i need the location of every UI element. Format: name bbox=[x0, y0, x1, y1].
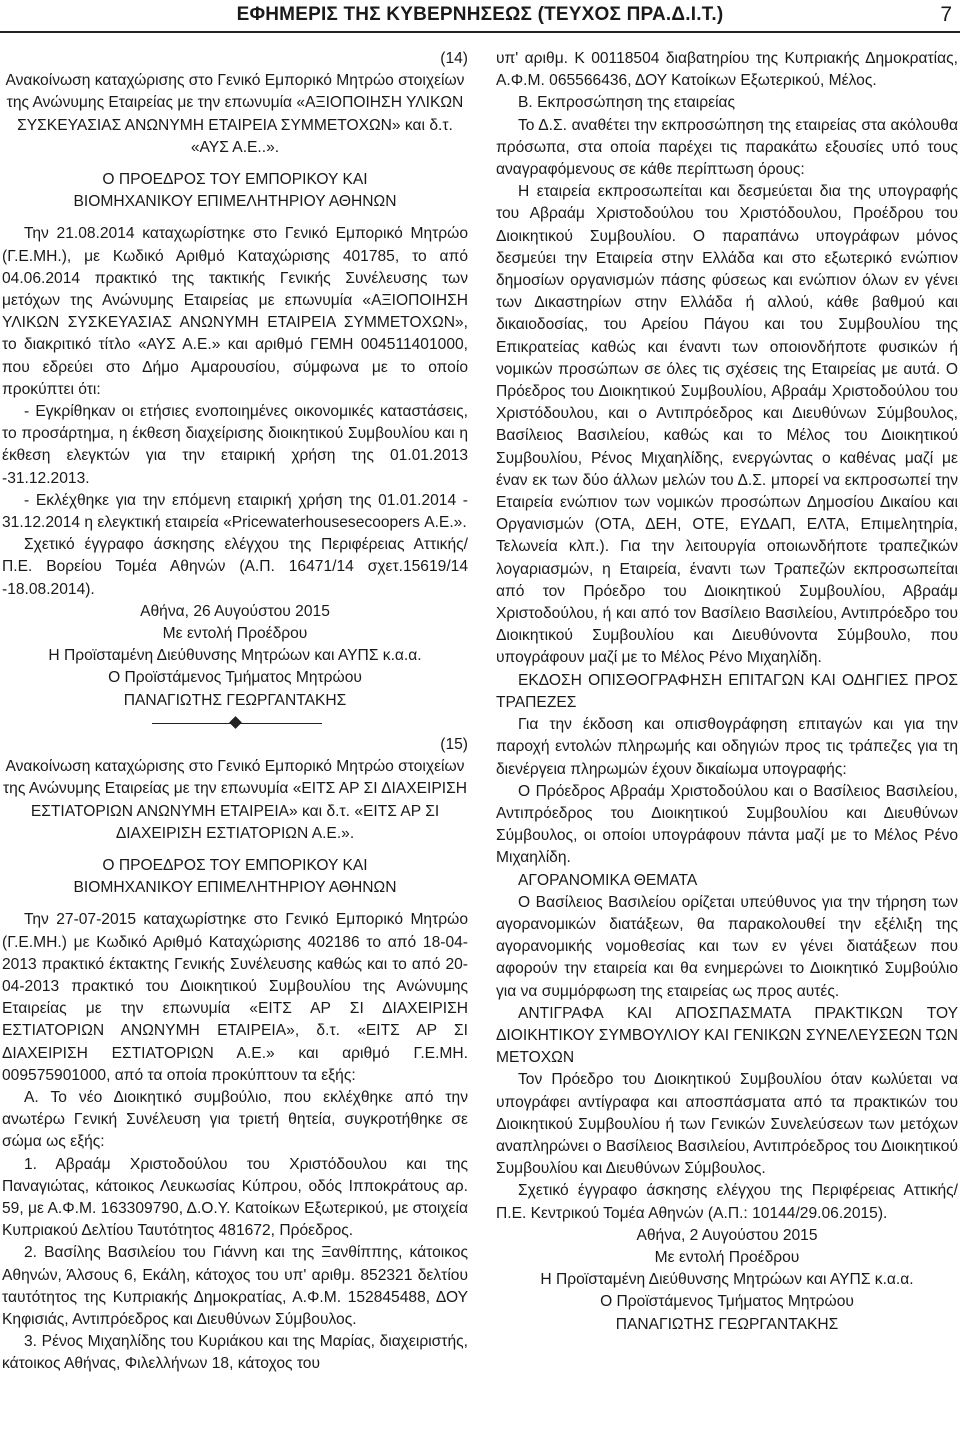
notice-15-related-document: Σχετικό έγγραφο άσκησης ελέγχου της Περιφέρειας Αττικής/Π.Ε. Κεντρικού Τομέα Αθηνών (Α.Π.: 10144/29.06.2015). bbox=[496, 1182, 958, 1222]
notice-15-authority-line-1: Ο ΠΡΟΕΔΡΟΣ ΤΟΥ ΕΜΠΟΡΙΚΟΥ ΚΑΙ bbox=[102, 856, 368, 874]
notice-15-intro: Ανακοίνωση καταχώρισης στο Γενικό Εμπορικό Μητρώο στοιχείων της Ανώνυμης Εταιρείας με την επωνυμία «ΕΙΤΣ ΑΡ ΣΙ ΔΙΑΧΕΙΡΙΣΗ ΕΣΤΙΑΤΟΡΙΩΝ ΑΝΩΝΥΜΗ ΕΤΑΙΡΕΙΑ» και δ.τ. «ΕΙΤΣ ΑΡ ΣΙ ΔΙΑΧΕΙΡΙΣΗ ΕΣΤΙΑΤΟΡΙΩΝ Α.Ε.». bbox=[3, 758, 467, 842]
notice-15-heading-market: ΑΓΟΡΑΝΟΜΙΚΑ ΘΕΜΑΤΑ bbox=[518, 871, 698, 889]
notice-14-signature-line-3: Ο Προϊστάμενος Τμήματος Μητρώου bbox=[108, 669, 362, 687]
notice-15-copies-1: Τον Πρόεδρο του Διοικητικού Συμβουλίου όταν κωλύεται να υπογράφει αντίγραφα και αποσπάσματα από τα πρακτικών του Διοικητικού Συμβουλίου ή των Γενικών Συνελεύσεων των μετόχων αναπληρώνει ο Βασίλειος Βασιλείου, Αντιπρόεδρος του Διοικητικού Συμβουλίου και Διευθύνων Σύμβουλος. bbox=[496, 1071, 958, 1178]
notice-14-number: (14) bbox=[440, 50, 468, 67]
notice-14-intro: Ανακοίνωση καταχώρισης στο Γενικό Εμπορικό Μητρώο στοιχείων της Ανώνυμης Εταιρείας με την επωνυμία «ΑΞΙΟΠΟΙΗΣΗ ΥΛΙΚΩΝ ΣΥΣΚΕΥΑΣΙΑΣ ΑΝΩΝΥΜΗ ΕΤΑΙΡΕΙΑ ΣΥΜΜΕΤΟΧΩΝ» και δ.τ. «ΑΥΣ Α.Ε..». bbox=[5, 72, 465, 156]
notice-14-authority-line-1: Ο ΠΡΟΕΔΡΟΣ ΤΟΥ ΕΜΠΟΡΙΚΟΥ ΚΑΙ bbox=[102, 171, 368, 189]
notice-14-signature-line-2: Η Προϊσταμένη Διεύθυνσης Μητρώων και ΑΥΠΣ κ.α.α. bbox=[48, 647, 422, 665]
notice-15-date: Αθήνα, 2 Αυγούστου 2015 bbox=[636, 1226, 818, 1244]
notice-15-cheques-2: Ο Πρόεδρος Αβραάμ Χριστοδούλου και ο Βασίλειος Βασιλείου, Αντιπρόεδρος του Διοικητικού Συμβουλίου και Διευθύνων Σύμβουλος, οι οποίοι υπογράφουν πάντα μαζί με το Μέλος Ρένο Μιχαηλίδη. bbox=[496, 782, 958, 867]
notice-14-signature-line-1: Με εντολή Προέδρου bbox=[162, 625, 308, 643]
notice-15-heading-copies: ΑΝΤΙΓΡΑΦΑ ΚΑΙ ΑΠΟΣΠΑΣΜΑΤΑ ΠΡΑΚΤΙΚΩΝ ΤΟΥ ΔΙΟΙΚΗΤΙΚΟΥ ΣΥΜΒΟΥΛΙΟΥ ΚΑΙ ΓΕΝΙΚΩΝ ΣΥΝΕΛΕΥΣΕΩΝ ΤΩΝ ΜΕΤΟΧΩΝ bbox=[496, 1004, 958, 1067]
page-header bbox=[0, 0, 960, 32]
left-column bbox=[2, 48, 468, 1376]
notice-14-signatory-name: ΠΑΝΑΓΙΩΤΗΣ ΓΕΩΡΓΑΝΤΑΚΗΣ bbox=[123, 691, 347, 709]
notice-14-item-2: - Εκλέχθηκε για την επόμενη εταιρική χρήση της 01.01.2014 - 31.12.2014 η ελεγκτική εταιρεία «Pricewaterhousesecoopers Α.Ε.». bbox=[2, 491, 468, 532]
notice-15-body: Την 27-07-2015 καταχωρίστηκε στο Γενικό Εμπορικό Μητρώο (Γ.Ε.ΜΗ.) με Κωδικό Αριθμό Καταχώρισης 402186 το από 18-04-2013 πρακτικό έκτακτης Γενικής Συνέλευσης καθώς και το από 20-04-2013 πρακτικό του Διοικητικού Συμβουλίου της Ανώνυμης Εταιρείας με την επωνυμία «ΕΙΤΣ ΑΡ ΣΙ ΔΙΑΧΕΙΡΙΣΗ ΕΣΤΙΑΤΟΡΙΩΝ ΑΝΩΝΥΜΗ ΕΤΑΙΡΕΙΑ», δ.τ. «ΕΙΤΣ ΑΡ ΣΙ ΔΙΑΧΕΙΡΙΣΗ ΕΣΤΙΑΤΟΡΙΩΝ Α.Ε.» και αριθμό Γ.Ε.ΜΗ. 009575901000, από τα οποία προκύπτουν τα εξής: bbox=[2, 911, 468, 1084]
notice-15-signature-line-2: Η Προϊσταμένη Διεύθυνσης Μητρώων και ΑΥΠΣ κ.α.α. bbox=[540, 1271, 914, 1289]
section-separator bbox=[2, 712, 468, 734]
notice-15-member-2: 2. Βασίλης Βασιλείου του Γιάννη και της Ξανθίππης, κάτοικος Αθηνών, Άλσους 6, Εκάλη, κάτοχος του υπ' αριθμ. 852321 δελτίου ταυτότητος της Κυπριακής Δημοκρατίας, Α.Φ.Μ. 152845488, ΔΟΥ Κηφισιάς, Αντιπρόεδρος και Διευθύνων Σύμβουλος. bbox=[2, 1244, 468, 1328]
notice-15-number: (15) bbox=[440, 735, 468, 753]
notice-15-signature-line-1: Με εντολή Προέδρου bbox=[654, 1248, 800, 1266]
notice-15-section-a: Α. Το νέο Διοικητικό συμβούλιο, που εκλέχθηκε από την ανωτέρω Γενική Συνέλευση για τριετή θητεία, συγκροτήθηκε σε σώμα ως εξής: bbox=[2, 1088, 468, 1151]
notice-15-member-1: 1. Αβραάμ Χριστοδούλου του Χριστόδουλου και της Παναγιώτας, κάτοικος Λευκωσίας Κύπρου, οδός Ιπποκράτους αρ. 59, με Α.Φ.Μ. 163309790, Δ.Ο.Υ. Κατοίκων Εξωτερικού, με στοιχεία Κυπριακού Δελτίου Ταυτότητος 481672, Πρόεδρος. bbox=[2, 1155, 468, 1240]
notice-15-section-b: Β. Εκπροσώπηση της εταιρείας bbox=[518, 94, 736, 112]
right-column bbox=[496, 48, 958, 1336]
diamond-ornament-icon bbox=[229, 716, 242, 729]
notice-15-representation-1: Το Δ.Σ. αναθέτει την εκπροσώπηση της εταιρείας στα ακόλουθα πρόσωπα, στα οποία παρέχει τις παρακάτω εξουσίες υπό τους αναγραφόμενους σε κάθε περίπτωση όρους: bbox=[496, 116, 958, 179]
notice-15-representation-2: Η εταιρεία εκπροσωπείται και δεσμεύεται δια της υπογραφής του Αβραάμ Χριστοδούλου του Χριστόδουλου, Προέδρου του Διοικητικού Συμβουλίου. Ο παραπάνω υπογράφων μόνος δεσμεύει την Εταιρεία στην Ελλάδα και στο εξωτερικό ενώπιον δημοσίων οργανισμών πάσης φύσεως και ενώπιον όλων εν γένει των Δικαστηρίων στην Ελλάδα ή αλλού, κάθε βαθμού και δικαιοδοσίας, του Αρείου Πάγου και του Συμβουλίου της Επικρατείας καθώς και έναντι των οποιονδήποτε φυσικών ή νομικών προσώπων σε όλες τις σχέσεις της Εταιρείας με αυτά. Ο Πρόεδρος του Διοικητικού Συμβουλίου, Αβραάμ Χριστοδούλου του Χριστόδουλου, και ο Αντιπρόεδρος και Διευθύνων Σύμβουλος, Βασίλειος Βασιλείου, καθώς και το Μέλος του Διοικητικού Συμβουλίου, Ρένος Μιχαηλίδης, ενεργώντας ο καθένας μαζί με έναν εκ των δύο άλλων μελών του Δ.Σ. μπορεί να εκπροσωπεί την Εταιρεία ενώπιον των νομικών προσώπων Δημοσίου Δικαίου και Οργανισμών (ΟΤΑ, ΔΕΗ, ΟΤΕ, ΕΥΔΑΠ, ΕΛΤΑ, Επιμελητηρία, Τελωνεία κλπ.). Για την λειτουργία οποιωνδήποτε τραπεζικών λογαριασμών, η Εταιρεία, έναντι των Τραπεζών εκπροσωπείται από τον Πρόεδρο του Διοικητικού Συμβουλίου, Αβραάμ Χριστοδούλου, ή και από τον Βασίλειο Βασιλείου, Αντιπρόεδρο του Διοικητικού Συμβουλίου και Διευθύνοντα Σύμβουλο, που υπογράφουν μαζί με το Μέλος Ρένο Μιχαηλίδη. bbox=[496, 183, 958, 667]
notice-15-member-3: 3. Ρένος Μιχαηλίδης του Κυριάκου και της Μαρίας, διαχειριστής, κάτοικος Αθήνας, Φιλελλήνων 18, κάτοχος του bbox=[2, 1333, 468, 1373]
notice-15-market-1: Ο Βασίλειος Βασιλείου ορίζεται υπεύθυνος για την τήρηση των αγορανομικών διατάξεων, θα παρακολουθεί την εξέλιξη της αγορανομικής νομοθεσίας και των εν γένει διατάξεων που αφορούν την εταιρεία και θα ενημερώνει το Διοικητικό Συμβούλιο για να συμμόρφωση της εταιρείας ως προς αυτές. bbox=[496, 893, 958, 1000]
notice-15-signature-line-3: Ο Προϊστάμενος Τμήματος Μητρώου bbox=[600, 1293, 854, 1311]
notice-14-related-document: Σχετικό έγγραφο άσκησης ελέγχου της Περιφέρειας Αττικής/ Π.Ε. Βορείου Τομέα Αθηνών (Α.Π. 16471/14 σχετ.15619/14 -18.08.2014). bbox=[2, 536, 468, 598]
notice-14-authority-line-2: ΒΙΟΜΗΧΑΝΙΚΟΥ ΕΠΙΜΕΛΗΤΗΡΙΟΥ ΑΘΗΝΩΝ bbox=[73, 193, 397, 211]
notice-14-item-1: - Εγκρίθηκαν οι ετήσιες ενοποιημένες οικονομικές καταστάσεις, το προσάρτημα, η έκθεση διαχείρισης διοικητικού Συμβουλίου και η έκθεση ελεγκτών για την εταιρική χρήση της 01.01.2013 -31.12.2013. bbox=[2, 403, 468, 487]
notice-15-authority-line-2: ΒΙΟΜΗΧΑΝΙΚΟΥ ΕΠΙΜΕΛΗΤΗΡΙΟΥ ΑΘΗΝΩΝ bbox=[73, 879, 397, 897]
notice-14-date: Αθήνα, 26 Αυγούστου 2015 bbox=[140, 602, 330, 620]
gazette-title: ΕΦΗΜΕΡΙΣ ΤΗΣ ΚΥΒΕΡΝΗΣΕΩΣ (ΤΕΥΧΟΣ ΠΡΑ.Δ.Ι.Τ.) bbox=[236, 4, 724, 25]
notice-14-body: Την 21.08.2014 καταχωρίστηκε στο Γενικό Εμπορικό Μητρώο (Γ.Ε.ΜΗ.), με Κωδικό Αριθμό Καταχώρισης 401785, το από 04.06.2014 πρακτικό της τακτικής Γενικής Συνέλευσης των μετόχων της Ανώνυμης Εταιρείας με επωνυμία «ΑΞΙΟΠΟΙΗΣΗ ΥΛΙΚΩΝ ΣΥΣΚΕΥΑΣΙΑΣ ΑΝΩΝΥΜΗ ΕΤΑΙΡΕΙΑ ΣΥΜΜΕΤΟΧΩΝ», το διακριτικό τίτλο «ΑΥΣ Α.Ε.» και αριθμό ΓΕΜΗ 004511401000, που εδρεύει στο Δήμο Αμαρουσίου, σύμφωνα με το οποίο προκύπτει ότι: bbox=[2, 225, 468, 398]
page-number: 7 bbox=[940, 3, 952, 26]
notice-15-member-3-continued: υπ' αριθμ. Κ 00118504 διαβατηρίου της Κυπριακής Δημοκρατίας, Α.Φ.Μ. 065566436, ΔΟΥ Κατοίκων Εξωτερικού, Μέλος. bbox=[496, 50, 958, 90]
notice-15-cheques-1: Για την έκδοση και οπισθογράφηση επιταγών και για την παροχή εντολών πληρωμής και οδηγιών προς τις τράπεζες για τη διενέργεια πληρωμών έχουν δικαίωμα υπογραφής: bbox=[496, 716, 958, 778]
notice-15-heading-cheques: ΕΚΔΟΣΗ ΟΠΙΣΘΟΓΡΑΦΗΣΗ ΕΠΙΤΑΓΩΝ ΚΑΙ ΟΔΗΓΙΕΣ ΠΡΟΣ ΤΡΑΠΕΖΕΣ bbox=[496, 671, 958, 711]
notice-15-signatory-name: ΠΑΝΑΓΙΩΤΗΣ ΓΕΩΡΓΑΝΤΑΚΗΣ bbox=[615, 1315, 839, 1333]
header-divider bbox=[0, 31, 960, 33]
